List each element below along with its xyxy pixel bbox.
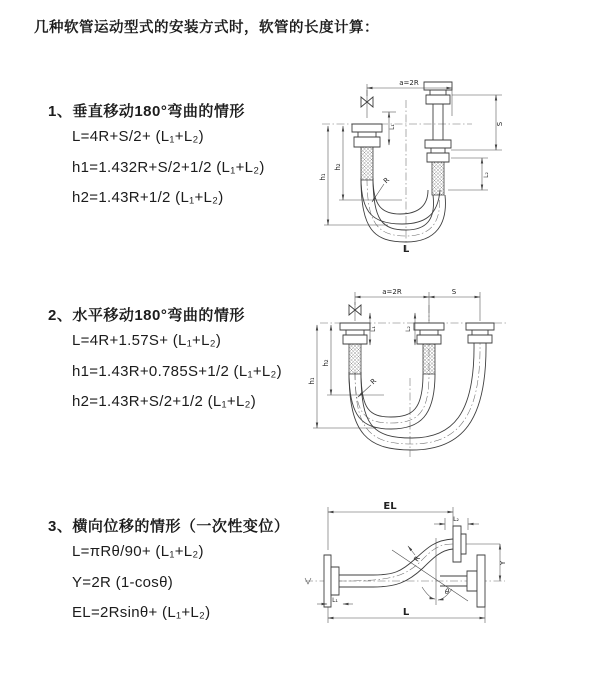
dim-a-label: a=2R <box>382 288 402 296</box>
radius-callout <box>372 176 391 202</box>
formula-s2-length: L=4R+1.57S+ (L₁+L₂) <box>72 332 222 349</box>
formula-s3-y: Y=2R (1-cosθ) <box>72 573 174 591</box>
dim-a-label: a=2R <box>399 79 419 87</box>
left-flange-end <box>352 124 382 180</box>
dim-l1 <box>382 112 396 145</box>
middle-flange-end <box>414 323 444 374</box>
right-flange-end <box>466 323 494 343</box>
formula-s2-h1: h1=1.43R+0.785S+1/2 (L₁+L₂) <box>72 362 282 380</box>
right-flange-end <box>424 82 452 195</box>
dim-l2 <box>405 313 415 345</box>
dim-y <box>499 544 507 581</box>
section-2-heading: 2、水平移动180°弯曲的情形 <box>48 307 245 324</box>
dim-l2 <box>448 158 490 190</box>
dim-l2-label: L₂ <box>483 172 490 178</box>
dim-h1-label: h₁ <box>319 173 327 181</box>
dim-s-label: S <box>451 288 457 296</box>
dim-l1 <box>370 313 377 345</box>
dim-l1-label: L₁ <box>370 326 377 332</box>
dim-a-2r <box>355 288 480 321</box>
diagram-horizontal-180-bend <box>306 283 594 463</box>
section-vertical-movement <box>48 100 265 214</box>
dim-l <box>328 607 485 623</box>
hose-u-bend <box>349 343 486 450</box>
hose-s-curve <box>373 539 453 587</box>
centerlines <box>322 90 472 250</box>
radius-label: R <box>412 554 422 564</box>
dim-l-label: L <box>402 244 410 255</box>
formula-s3-length: L=πRθ/90+ (L₁+L₂) <box>72 543 204 560</box>
dim-l-label: L <box>402 607 410 618</box>
dim-h2-label: h₂ <box>334 163 342 171</box>
dim-el <box>328 501 453 550</box>
formula-s1-h2: h2=1.43R+1/2 (L₁+L₂) <box>72 189 224 206</box>
dim-h2-label: h₂ <box>322 359 330 367</box>
formula-s2-h2: h2=1.43R+S/2+1/2 (L₁+L₂) <box>72 393 257 410</box>
dim-l2-label: L₂ <box>405 326 412 332</box>
radius-label: R <box>369 377 379 387</box>
section-horizontal-movement <box>48 304 282 418</box>
formula-s1-h1: h1=1.432R+S/2+1/2 (L₁+L₂) <box>72 158 265 176</box>
angle-theta-label: θ <box>444 588 450 596</box>
dim-l2-label: L₂ <box>453 516 459 523</box>
dim-s-label: S <box>496 121 504 127</box>
dim-el-label: EL <box>383 501 397 512</box>
left-flange-end <box>340 323 370 374</box>
dim-l1-label: L₁ <box>389 124 396 130</box>
dim-s <box>451 95 504 150</box>
dim-l1 <box>317 597 353 604</box>
dim-h1-label: h₁ <box>308 377 316 385</box>
dim-s <box>429 288 480 297</box>
displaced-flange-end <box>453 526 500 562</box>
radius-label: R <box>382 176 392 186</box>
formula-s3-el: EL=2Rsinθ+ (L₁+L₂) <box>72 604 211 621</box>
dim-y-label: Y <box>499 560 507 566</box>
diagram-lateral-displacement <box>295 498 599 650</box>
formula-s1-length: L=4R+S/2+ (L₁+L₂) <box>72 128 204 145</box>
page-title: 几种软管运动型式的安装方式时，软管的长度计算： <box>34 20 379 36</box>
section-1-heading: 1、垂直移动180°弯曲的情形 <box>48 103 245 120</box>
diagram-vertical-180-bend <box>312 72 592 257</box>
section-3-heading: 3、横向位移的情形（一次性变位） <box>48 518 290 535</box>
section-lateral-displacement <box>48 515 289 629</box>
dim-l1-label: L₁ <box>332 597 338 604</box>
